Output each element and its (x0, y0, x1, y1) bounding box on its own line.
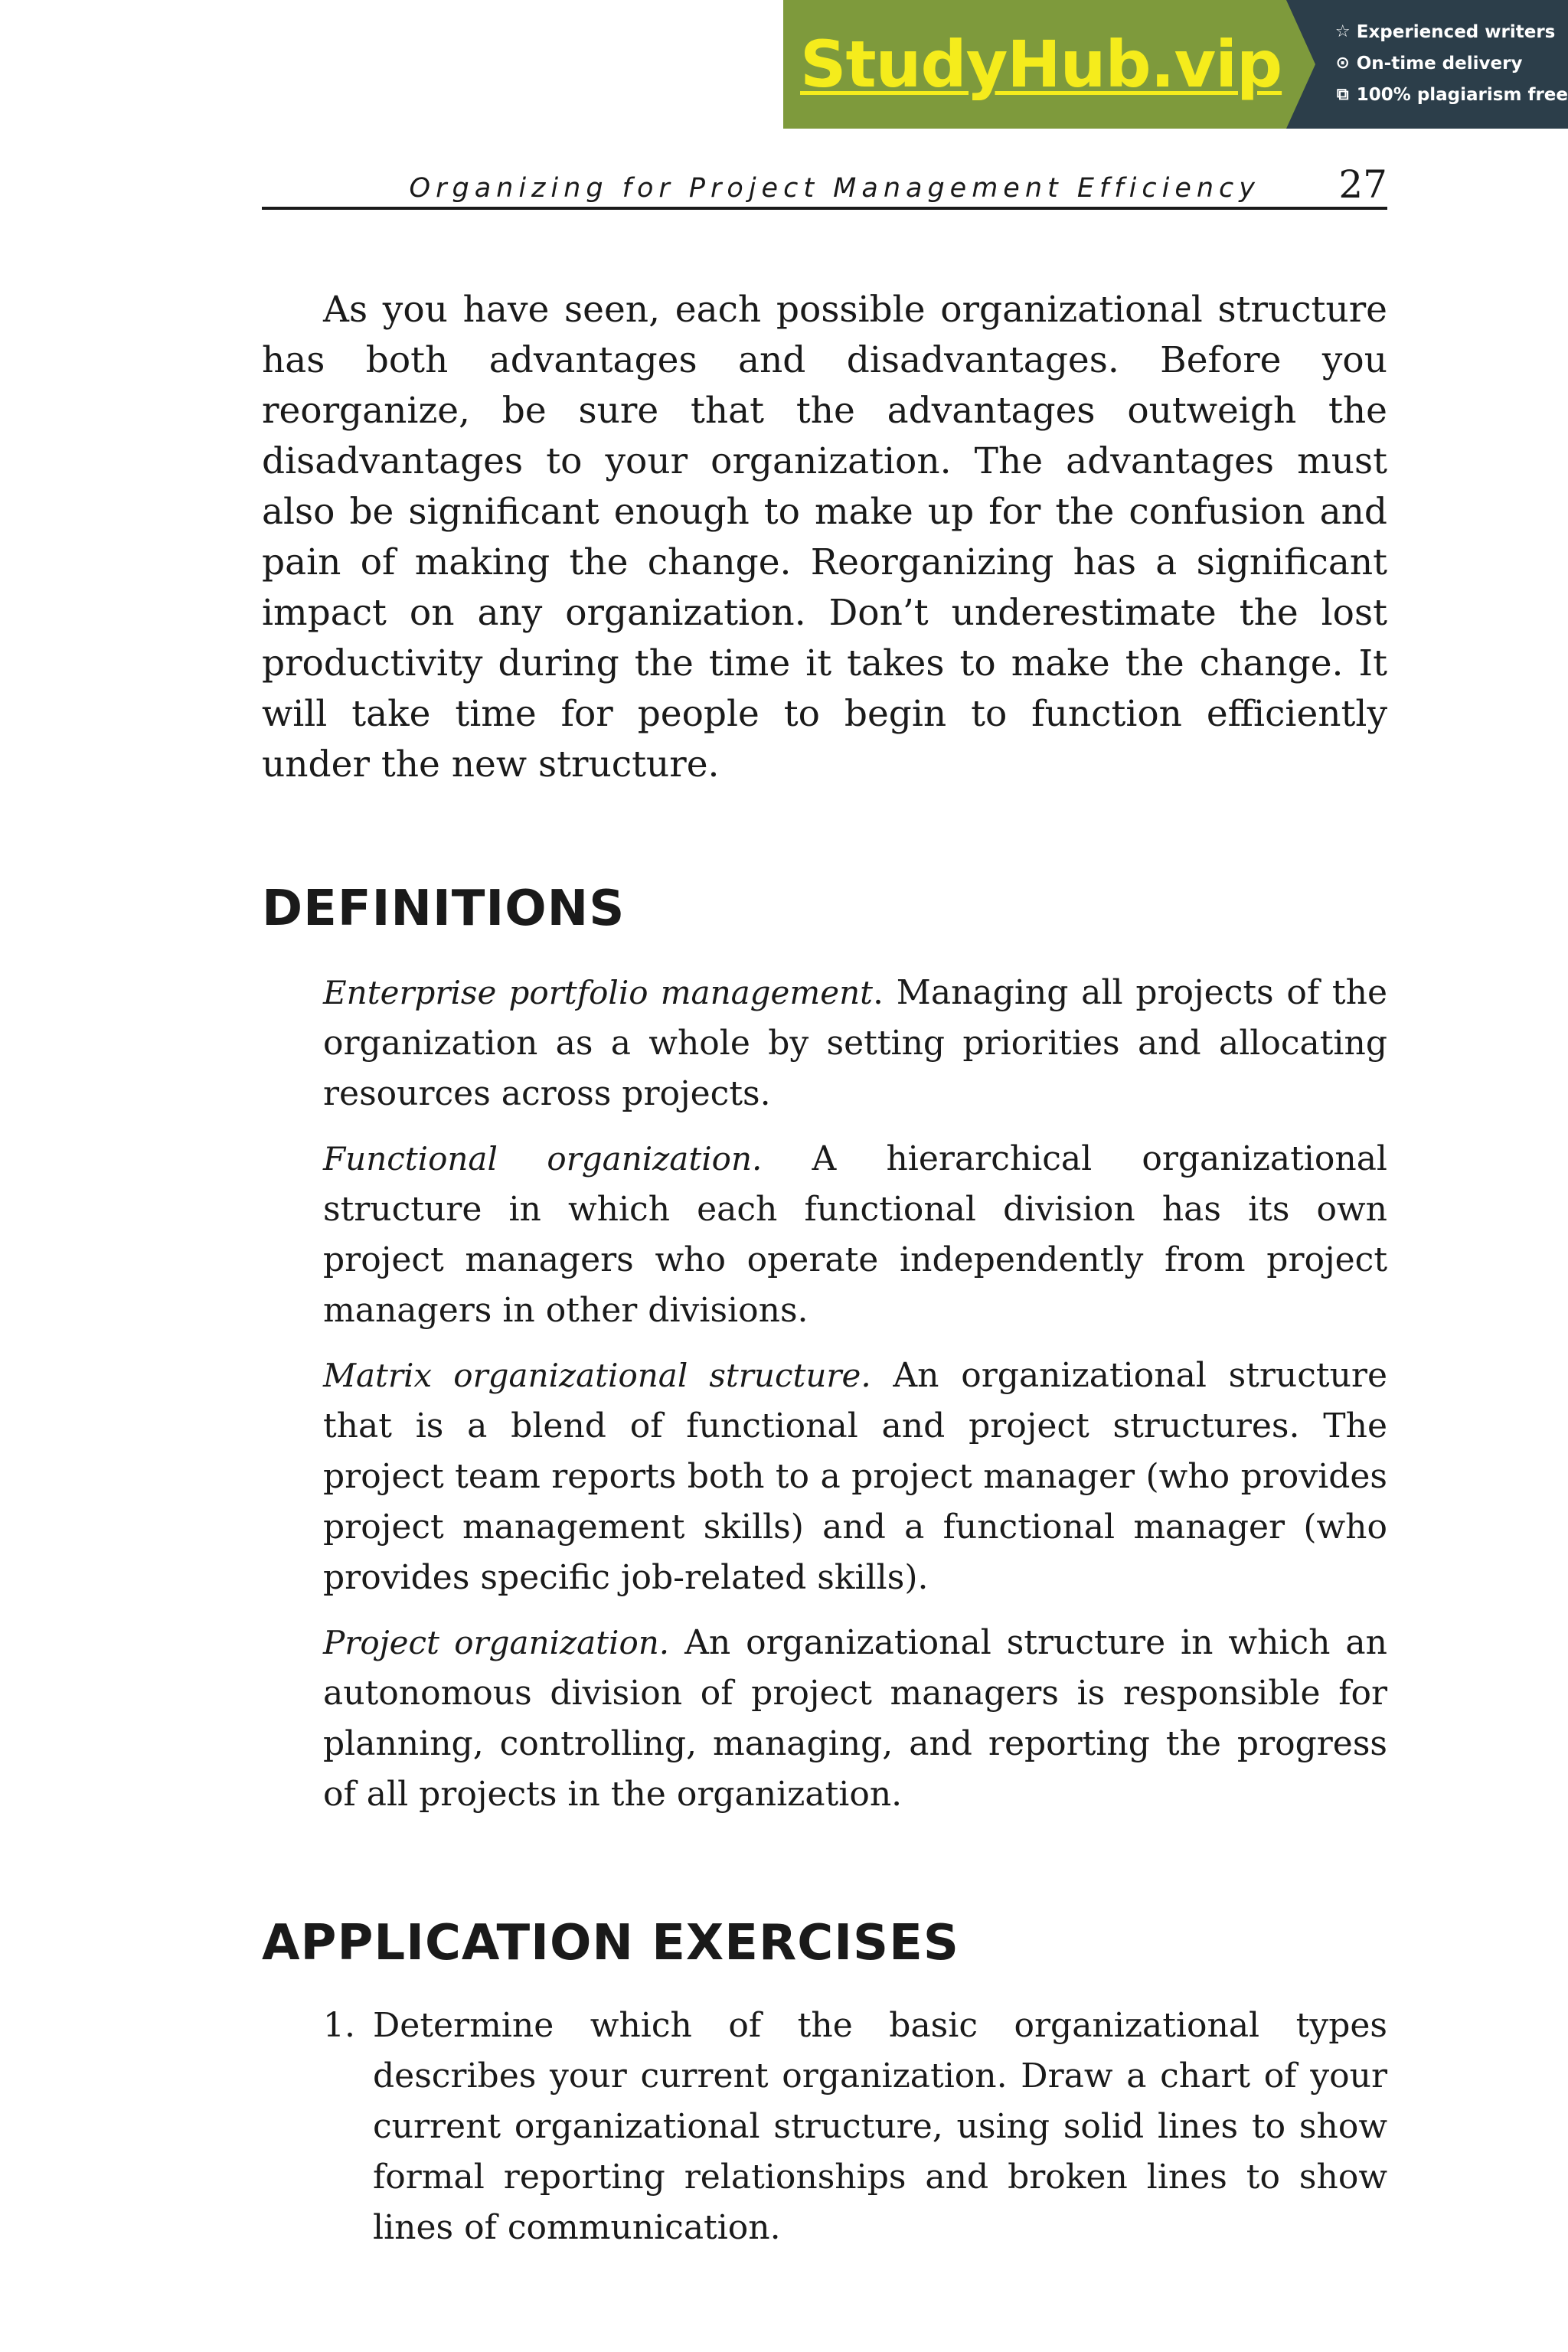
definition-item (323, 1351, 1387, 1603)
feature-label: Experienced writers (1356, 21, 1556, 42)
definition-term: Matrix organizational structure. (323, 1357, 871, 1394)
definition-term: Enterprise portfolio management (323, 974, 874, 1011)
clock-icon: ⊙ (1335, 54, 1350, 73)
copy-icon: ⧉ (1336, 85, 1349, 104)
logo-arrow-shape (1286, 0, 1315, 129)
logo-text: StudyHub.vip (800, 27, 1282, 102)
application-exercises-heading: APPLICATION EXERCISES (262, 1915, 959, 1971)
star-icon: ☆ (1334, 22, 1351, 41)
feature-plagiarism-free (1334, 83, 1568, 106)
banner-features (1286, 0, 1568, 129)
exercise-text: Determine which of the basic organizational types describes your current organization. Draw a chart of your current organizational structure, using solid lines to show formal reporting relationships and broken lines to show lines of communication. (373, 2006, 1387, 2247)
definition-term: Functional organization. (323, 1140, 763, 1178)
running-header-title: Organizing for Project Management Efficiency (409, 173, 1260, 204)
studyhub-logo[interactable] (783, 0, 1286, 129)
definition-item (323, 1134, 1387, 1336)
definition-item (323, 1618, 1387, 1820)
definition-text: A hierarchical organizational structure in which each functional division has its own project managers who operate independently from project managers in other divisions. (323, 1139, 1388, 1330)
exercises-list (262, 2001, 1387, 2253)
definitions-list (262, 968, 1387, 1820)
running-header (262, 159, 1387, 210)
exercise-number: 1. (323, 2006, 355, 2045)
definition-text: . Managing all projects of the organization as a whole by setting priorities and allocating resources across projects. (323, 973, 1387, 1113)
exercise-item (323, 2001, 1387, 2253)
feature-label: 100% plagiarism free (1356, 84, 1568, 105)
definitions-heading: DEFINITIONS (262, 880, 626, 937)
feature-label: On-time delivery (1356, 53, 1523, 74)
intro-paragraph: As you have seen, each possible organizational structure has both advantages and disadvantages. Before you reorganize, be sure that the advantages outweigh the disadvantages to your organization. The advantages must also be significant enough to make up for the confusion and pain of making the change. Reorganizing has a significant impact on any organization. Don’t underestimate the lost productivity during the time it takes to make the change. It will take time for people to begin to function efficiently under the new structure. (262, 289, 1387, 786)
definition-text: An organizational structure in which an autonomous division of project managers is responsible for planning, controlling, managing, and reporting the progress of all projects in the organization. (323, 1623, 1387, 1814)
page-number: 27 (1338, 162, 1387, 207)
studyhub-banner[interactable] (783, 0, 1568, 129)
definition-term: Project organization. (323, 1624, 670, 1661)
definition-item (323, 968, 1387, 1119)
page-content (262, 285, 1387, 2253)
feature-on-time-delivery (1334, 51, 1568, 75)
definition-text: An organizational structure that is a blend of functional and project structures. The project team reports both to a project manager (who provides project management skills) and a functional manager (who provides specific job-related skills). (323, 1356, 1387, 1597)
feature-experienced-writers (1334, 20, 1568, 44)
